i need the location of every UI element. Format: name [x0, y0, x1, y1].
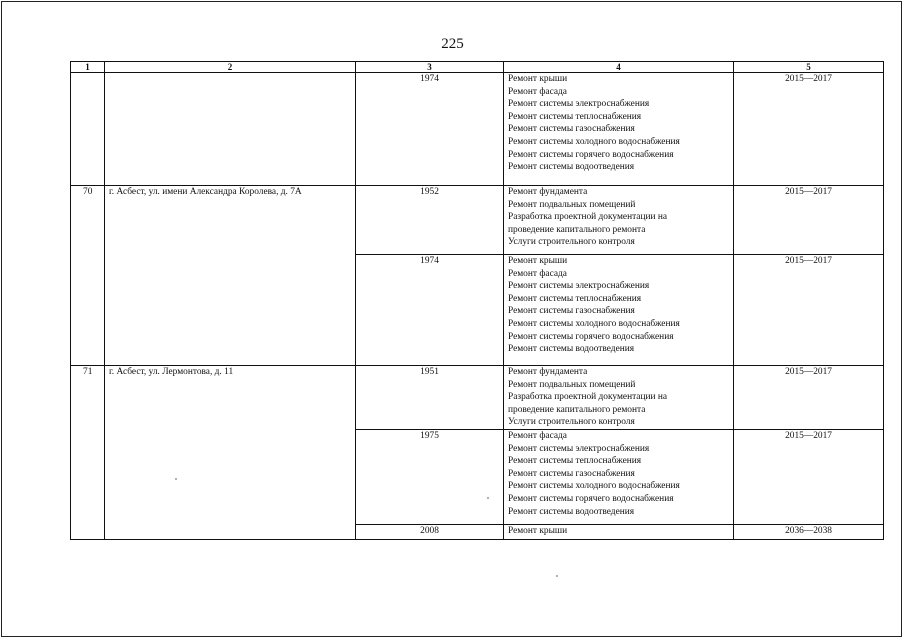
period-cell: 2015—2017: [734, 429, 884, 524]
scan-speck: [556, 575, 558, 577]
works-cell: [504, 73, 734, 186]
work-item: Ремонт системы электроснабжения: [508, 443, 650, 454]
works-cell: [504, 429, 734, 524]
year-cell: 1952: [356, 186, 504, 255]
work-item: Ремонт системы холодного водоснабжения: [508, 136, 680, 147]
row-number-cell: 70: [71, 186, 105, 366]
work-item: проведение капитального ремонта: [508, 404, 646, 415]
work-item: Ремонт крыши: [508, 74, 568, 84]
work-item: Ремонт системы газоснабжения: [508, 468, 635, 479]
page-number: 225: [441, 36, 464, 52]
work-item: Ремонт фасада: [508, 430, 567, 441]
header-col-5: 5: [734, 62, 884, 73]
work-item: Разработка проектной документации на: [508, 212, 668, 223]
address-cell: г. Асбест, ул. имени Александра Королева, д. 7А: [105, 186, 356, 366]
scan-speck: [175, 478, 177, 480]
header-col-2: 2: [105, 62, 356, 73]
work-item: Ремонт системы электроснабжения: [508, 281, 650, 292]
year-cell: 1975: [356, 429, 504, 524]
repair-schedule-table: [70, 61, 884, 540]
work-item: Ремонт системы холодного водоснабжения: [508, 318, 680, 329]
work-item: проведение капитального ремонта: [508, 224, 646, 235]
work-item: Ремонт крыши: [508, 525, 568, 536]
table-row: [71, 186, 884, 255]
period-cell: 2036—2038: [734, 524, 884, 539]
work-item: Услуги строительного контроля: [508, 417, 635, 428]
work-item: Ремонт подвальных помещений: [508, 199, 636, 210]
works-cell: [504, 524, 734, 539]
header-col-1: 1: [71, 62, 105, 73]
work-item: Ремонт системы водоотведения: [508, 344, 635, 355]
work-item: Ремонт фундамента: [508, 367, 588, 377]
work-item: Ремонт фасада: [508, 86, 567, 97]
period-cell: 2015—2017: [734, 366, 884, 430]
period-cell: 2015—2017: [734, 186, 884, 255]
work-item: Ремонт системы горячего водоснабжения: [508, 331, 674, 342]
row-number-cell: [71, 73, 105, 186]
work-item: Ремонт системы газоснабжения: [508, 124, 635, 135]
work-item: Ремонт системы водоотведения: [508, 506, 635, 517]
year-cell: 1974: [356, 255, 504, 366]
period-cell: 2015—2017: [734, 73, 884, 186]
work-item: Ремонт системы теплоснабжения: [508, 293, 642, 304]
work-item: Ремонт системы холодного водоснабжения: [508, 481, 680, 492]
work-item: Ремонт системы теплоснабжения: [508, 456, 642, 467]
row-number-cell: 71: [71, 366, 105, 540]
period-cell: 2015—2017: [734, 255, 884, 366]
header-col-3: 3: [356, 62, 504, 73]
work-item: Ремонт системы горячего водоснабжения: [508, 149, 674, 160]
year-cell: 1974: [356, 73, 504, 186]
work-item: Ремонт фундамента: [508, 187, 588, 197]
work-item: Ремонт подвальных помещений: [508, 379, 636, 390]
works-cell: [504, 255, 734, 366]
work-item: Ремонт системы горячего водоснабжения: [508, 493, 674, 504]
work-item: Ремонт системы теплоснабжения: [508, 111, 642, 122]
header-col-4: 4: [504, 62, 734, 73]
table-row: [71, 366, 884, 430]
table-row: [71, 73, 884, 186]
work-item: Разработка проектной документации на: [508, 392, 668, 403]
header-row: [71, 62, 884, 73]
work-item: Ремонт системы электроснабжения: [508, 99, 650, 110]
work-item: Ремонт крыши: [508, 256, 568, 266]
address-cell: г. Асбест, ул. Лермонтова, д. 11: [105, 366, 356, 540]
year-cell: 2008: [356, 524, 504, 539]
address-cell: [105, 73, 356, 186]
work-item: Услуги строительного контроля: [508, 237, 635, 248]
works-cell: [504, 366, 734, 430]
work-item: Ремонт фасада: [508, 268, 567, 279]
work-item: Ремонт системы газоснабжения: [508, 306, 635, 317]
year-cell: 1951: [356, 366, 504, 430]
works-cell: [504, 186, 734, 255]
scan-speck: [487, 497, 489, 499]
work-item: Ремонт системы водоотведения: [508, 162, 635, 173]
